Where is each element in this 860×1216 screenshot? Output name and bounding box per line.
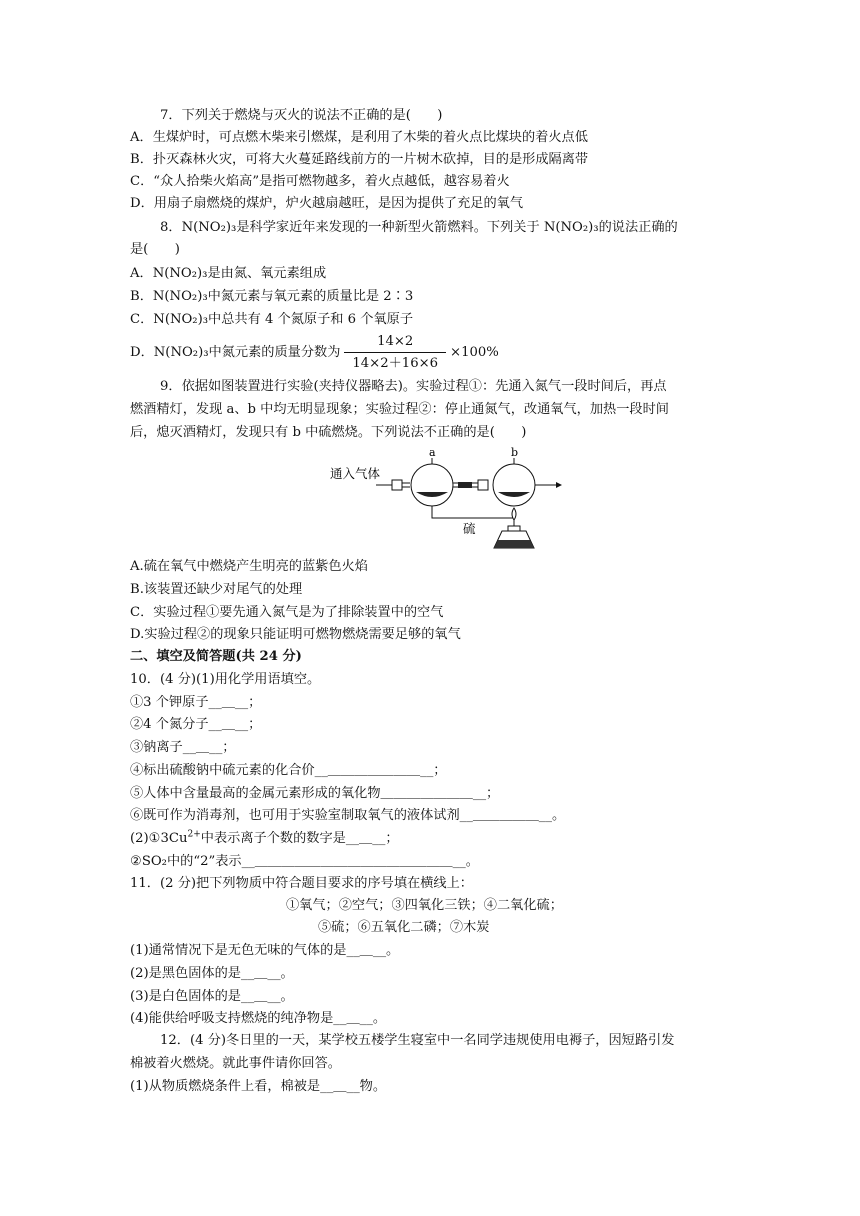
lamp-flame [512,508,516,520]
lamp-fuel [494,540,534,548]
q7-option-d: D．用扇子扇燃烧的煤炉，炉火越扇越旺，是因为提供了充足的氧气 [130,196,524,211]
q8-option-d [130,332,499,373]
gas-label: 通入气体 [330,466,381,481]
q8-option-c: C．N(NO₂)₃中总共有 4 个氮原子和 6 个氧原子 [130,312,414,327]
q10-sub2-item1 [130,829,399,849]
ion-charge: 2+ [187,829,201,840]
middle-stopper [478,480,488,490]
fraction-denominator: 14×2＋16×6 [352,356,439,371]
q11-choices-line1: ①氧气；②空气；③四氧化三铁；④二氧化硫； [286,898,563,913]
apparatus-figure [330,446,570,552]
q9-stem-line1: 9．依据如图装置进行实验(夹持仪器略去)。实验过程①：先通入氮气一段时间后，再点 [160,379,667,394]
q12-stem-line1: 12．(4 分)冬日里的一天，某学校五楼学生寝室中一名同学违规使用电褥子，因短路引发 [160,1033,675,1048]
rubber-joint [458,482,472,488]
left-stopper [392,480,402,490]
label-a: a [429,446,436,459]
sulfur-label: 硫 [463,521,476,536]
q9-stem-line2: 燃酒精灯，发现 a、b 中均无明显现象；实验过程②：停止通氮气，改通氧气，加热一段时间 [130,402,669,417]
q12-stem-line2: 棉被着火燃烧。就此事件请你回答。 [130,1056,341,1071]
q8-option-b: B．N(NO₂)₃中氮元素与氧元素的质量比是 2∶3 [130,289,414,304]
q10-item-4: ④标出硫酸钠中硫元素的化合价__＿＿＿＿＿＿＿__； [130,763,447,778]
mass-fraction [344,332,446,373]
q9-option-a: A.硫在氧气中燃烧产生明亮的蓝紫色火焰 [130,559,368,574]
q7-option-c: C．“众人拾柴火焰高”是指可燃物越多，着火点越低，越容易着火 [130,174,510,189]
fraction-numerator: 14×2 [344,332,446,353]
q9-option-c: C．实验过程①要先通入氮气是为了排除装置中的空气 [130,605,444,620]
q11-stem: 11．(2 分)把下列物质中符合题目要求的序号填在横线上： [130,876,473,891]
q10-item-6: ⑥既可作为消毒剂，也可用于实验室制取氧气的液体试剂__＿＿＿＿＿__。 [130,808,566,823]
q9-option-b: B.该装置还缺少对尾气的处理 [130,582,303,597]
q10-item-2: ②4 个氮分子__＿__； [130,717,262,732]
q8-stem-line2: 是( ) [130,242,180,257]
q10-sub2-item2: ②SO₂中的“2”表示__＿＿＿＿＿＿＿＿＿＿＿＿＿＿＿__。 [130,854,479,869]
bypass-line [432,506,514,518]
q10-sub2-prefix: (2)①3Cu [130,831,188,846]
lamp-neck [508,526,520,531]
q12-item-1: (1)从物质燃烧条件上看，棉被是__＿__物。 [130,1079,387,1094]
q8-option-d-prefix: D．N(NO₂)₃中氮元素的质量分数为 [130,345,341,360]
q10-item-5: ⑤人体中含量最高的金属元素形成的氧化物＿＿＿＿＿＿＿__； [130,786,500,801]
q11-item-1: (1)通常情况下是无色无味的气体的是__＿__。 [130,943,400,958]
bulb-a [411,464,453,506]
q8-option-a: A．N(NO₂)₃是由氮、氧元素组成 [130,266,327,281]
q11-item-3: (3)是白色固体的是__＿__。 [130,989,294,1004]
q11-item-4: (4)能供给呼吸支持燃烧的纯净物是__＿__。 [130,1011,387,1026]
q7-option-b: B．扑灭森林火灾，可将大火蔓延路线前方的一片树木砍掉，目的是形成隔离带 [130,152,589,167]
q11-choices-line2: ⑤硫；⑥五氧化二磷；⑦木炭 [318,920,490,935]
q8-stem-line1: 8．N(NO₂)₃是科学家近年来发现的一种新型火箭燃料。下列关于 N(NO₂)₃的说法正确的 [160,220,678,235]
q10-item-1: ①3 个钾原子__＿__； [130,695,262,710]
section-heading: 二、填空及简答题(共 24 分) [130,649,302,664]
q10-sub2-suffix: 中表示离子个数的数字是__＿__； [200,831,399,846]
q7-stem: 7．下列关于燃烧与灭火的说法不正确的是( ) [160,108,443,123]
label-b: b [511,446,519,459]
q10-item-3: ③钠离子__＿__； [130,740,236,755]
outlet-arrow-head [556,482,562,488]
q9-stem-line3: 后，熄灭酒精灯，发现只有 b 中硫燃烧。下列说法不正确的是( ) [130,425,527,440]
bulb-b [493,464,535,506]
q7-option-a: A．生煤炉时，可点燃木柴来引燃煤，是利用了木柴的着火点比煤块的着火点低 [130,130,588,145]
q8-option-d-suffix: ×100% [450,345,499,360]
q9-option-d: D.实验过程②的现象只能证明可燃物燃烧需要足够的氧气 [130,627,461,642]
q11-item-2: (2)是黑色固体的是__＿__。 [130,966,294,981]
q10-stem: 10．(4 分)(1)用化学用语填空。 [130,672,321,687]
